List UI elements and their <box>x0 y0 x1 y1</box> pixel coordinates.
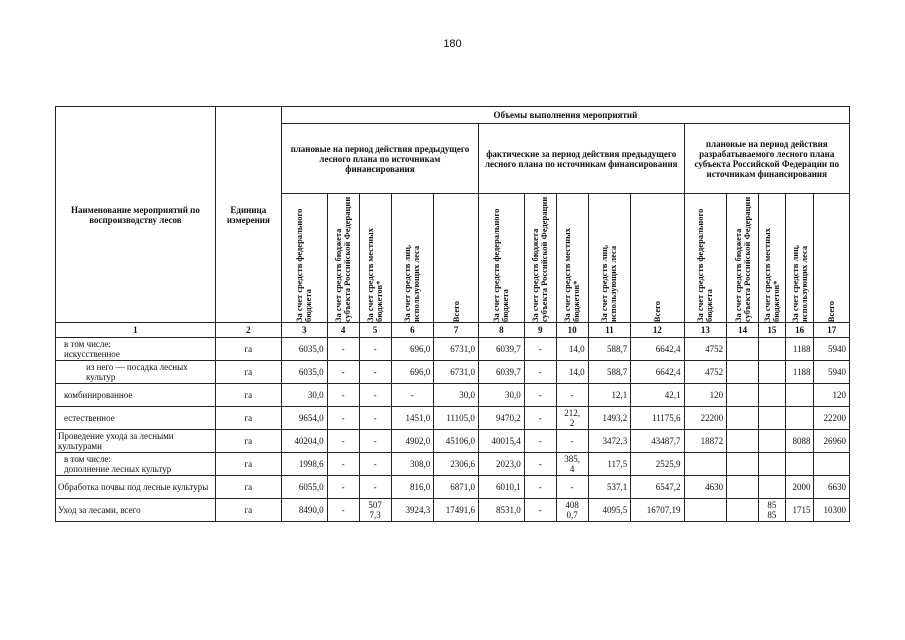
column-number: 10 <box>556 323 588 338</box>
header-group-planned-new: плановые на период действия разрабатываемого лесного плана субъекта Российской Федерации по источникам финансирования <box>684 124 849 194</box>
cell-value: - <box>359 407 391 430</box>
table-row <box>56 338 850 361</box>
cell-value: 6055,0 <box>281 476 327 499</box>
cell-value: - <box>327 476 359 499</box>
cell-value: - <box>524 453 556 476</box>
cell-value: 4902,0 <box>391 430 434 453</box>
column-number: 8 <box>478 323 524 338</box>
cell-value: 696,0 <box>391 338 434 361</box>
cell-value: 42,1 <box>631 384 684 407</box>
header-sub-total: Всего <box>631 194 684 323</box>
table-body <box>56 338 850 522</box>
cell-value: 5940 <box>814 338 850 361</box>
row-name: Обработка почвы под лесные культуры <box>56 476 216 499</box>
cell-value: - <box>556 430 588 453</box>
row-unit: га <box>215 407 281 430</box>
cell-value: 9654,0 <box>281 407 327 430</box>
column-number: 1 <box>56 323 216 338</box>
cell-value: 26960 <box>814 430 850 453</box>
cell-value <box>759 476 786 499</box>
table-row <box>56 430 850 453</box>
cell-value <box>727 407 759 430</box>
cell-value: 14,0 <box>556 338 588 361</box>
column-number: 7 <box>434 323 479 338</box>
header-sub-region: За счет средств бюджета субъекта Российской Федерации <box>727 194 759 323</box>
cell-value: 6547,2 <box>631 476 684 499</box>
column-number: 13 <box>684 323 727 338</box>
cell-value: 1451,0 <box>391 407 434 430</box>
column-number: 9 <box>524 323 556 338</box>
row-name: в том числе: дополнение лесных культур <box>56 453 216 476</box>
cell-value: 1715 <box>785 499 814 522</box>
cell-value: - <box>359 361 391 384</box>
row-name: в том числе: искусственное <box>56 338 216 361</box>
column-number: 17 <box>814 323 850 338</box>
cell-value: - <box>327 384 359 407</box>
column-number: 5 <box>359 323 391 338</box>
cell-value: 1493,2 <box>588 407 631 430</box>
row-name: Проведение ухода за лесными культурами <box>56 430 216 453</box>
cell-value: 3924,3 <box>391 499 434 522</box>
cell-value: 8088 <box>785 430 814 453</box>
cell-value: 40015,4 <box>478 430 524 453</box>
column-number-row <box>56 323 850 338</box>
cell-value: 9470,2 <box>478 407 524 430</box>
cell-value: - <box>524 476 556 499</box>
cell-value: 507 7,3 <box>359 499 391 522</box>
cell-value: - <box>524 384 556 407</box>
column-number: 6 <box>391 323 434 338</box>
cell-value: 45106,0 <box>434 430 479 453</box>
column-number: 16 <box>785 323 814 338</box>
cell-value: 18872 <box>684 430 727 453</box>
header-sub-users: За счет средств лиц, использующих леса <box>391 194 434 323</box>
cell-value <box>727 476 759 499</box>
header-sub-region: За счет средств бюджета субъекта Российской Федерации <box>524 194 556 323</box>
table-row <box>56 384 850 407</box>
cell-value <box>814 453 850 476</box>
cell-value <box>727 499 759 522</box>
cell-value: 588,7 <box>588 361 631 384</box>
cell-value: 4752 <box>684 338 727 361</box>
cell-value: 588,7 <box>588 338 631 361</box>
cell-value: 120 <box>814 384 850 407</box>
cell-value: - <box>327 407 359 430</box>
cell-value: 22200 <box>814 407 850 430</box>
row-name: естественное <box>56 407 216 430</box>
cell-value: - <box>359 384 391 407</box>
cell-value <box>727 453 759 476</box>
cell-value: 212, 2 <box>556 407 588 430</box>
cell-value: 6642,4 <box>631 338 684 361</box>
cell-value: 3472,3 <box>588 430 631 453</box>
row-unit: га <box>215 453 281 476</box>
cell-value: 2023,0 <box>478 453 524 476</box>
column-number: 3 <box>281 323 327 338</box>
cell-value: 4630 <box>684 476 727 499</box>
cell-value <box>759 407 786 430</box>
row-unit: га <box>215 476 281 499</box>
cell-value: - <box>327 361 359 384</box>
cell-value: 537,1 <box>588 476 631 499</box>
cell-value: - <box>556 476 588 499</box>
cell-value: - <box>327 430 359 453</box>
cell-value: 30,0 <box>478 384 524 407</box>
cell-value: - <box>359 430 391 453</box>
cell-value: - <box>524 499 556 522</box>
cell-value: - <box>359 453 391 476</box>
cell-value: 11175,6 <box>631 407 684 430</box>
cell-value: - <box>327 499 359 522</box>
header-sub-local: За счет средств местных бюджетов* <box>359 194 391 323</box>
cell-value: - <box>524 407 556 430</box>
cell-value: 17491,6 <box>434 499 479 522</box>
cell-value <box>785 453 814 476</box>
row-name: комбинированное <box>56 384 216 407</box>
reforestation-table <box>55 106 850 522</box>
row-name: из него — посадка лесных культур <box>56 361 216 384</box>
table-row <box>56 453 850 476</box>
cell-value: - <box>524 430 556 453</box>
cell-value: 1188 <box>785 338 814 361</box>
row-unit: га <box>215 338 281 361</box>
header-group-planned-previous: плановые на период действия предыдущего лесного плана по источникам финансирования <box>281 124 478 194</box>
column-number: 15 <box>759 323 786 338</box>
cell-value: - <box>524 361 556 384</box>
cell-value: 816,0 <box>391 476 434 499</box>
cell-value: 85 85 <box>759 499 786 522</box>
cell-value: - <box>391 384 434 407</box>
cell-value: 6039,7 <box>478 361 524 384</box>
cell-value <box>727 430 759 453</box>
cell-value <box>684 453 727 476</box>
cell-value: 117,5 <box>588 453 631 476</box>
cell-value: 4095,5 <box>588 499 631 522</box>
cell-value: 120 <box>684 384 727 407</box>
cell-value: 14,0 <box>556 361 588 384</box>
cell-value: 10300 <box>814 499 850 522</box>
cell-value: 6039,7 <box>478 338 524 361</box>
column-number: 12 <box>631 323 684 338</box>
column-number: 14 <box>727 323 759 338</box>
cell-value: 2306,6 <box>434 453 479 476</box>
row-unit: га <box>215 430 281 453</box>
cell-value: 11105,0 <box>434 407 479 430</box>
row-name: Уход за лесами, всего <box>56 499 216 522</box>
cell-value <box>759 361 786 384</box>
cell-value: - <box>556 384 588 407</box>
header-sub-local: За счет средств местных бюджетов* <box>556 194 588 323</box>
cell-value: 6731,0 <box>434 361 479 384</box>
table-row <box>56 476 850 499</box>
page-number: 180 <box>443 38 462 50</box>
cell-value <box>759 338 786 361</box>
cell-value <box>727 384 759 407</box>
cell-value: 6035,0 <box>281 338 327 361</box>
cell-value: 2525,9 <box>631 453 684 476</box>
header-group-actual-previous: фактические за период действия предыдущего лесного плана по источникам финансирования <box>478 124 684 194</box>
cell-value: 1188 <box>785 361 814 384</box>
cell-value <box>759 430 786 453</box>
cell-value: 22200 <box>684 407 727 430</box>
cell-value: 6035,0 <box>281 361 327 384</box>
header-sub-federal: За счет средств федерального бюджета <box>478 194 524 323</box>
cell-value: 6642,4 <box>631 361 684 384</box>
cell-value: 6010,1 <box>478 476 524 499</box>
column-number: 4 <box>327 323 359 338</box>
table-row <box>56 407 850 430</box>
header-sub-local: За счет средств местных бюджетов* <box>759 194 786 323</box>
cell-value: 696,0 <box>391 361 434 384</box>
cell-value: 6630 <box>814 476 850 499</box>
cell-value: 6731,0 <box>434 338 479 361</box>
row-unit: га <box>215 361 281 384</box>
table-row <box>56 361 850 384</box>
cell-value: - <box>327 338 359 361</box>
cell-value: 30,0 <box>434 384 479 407</box>
column-number: 2 <box>215 323 281 338</box>
cell-value: - <box>359 338 391 361</box>
cell-value: 40204,0 <box>281 430 327 453</box>
cell-value: 43487,7 <box>631 430 684 453</box>
cell-value: 1998,6 <box>281 453 327 476</box>
cell-value: 8490,0 <box>281 499 327 522</box>
cell-value: - <box>327 453 359 476</box>
row-unit: га <box>215 499 281 522</box>
cell-value <box>727 338 759 361</box>
header-volumes: Объемы выполнения мероприятий <box>281 107 849 124</box>
header-sub-users: За счет средств лиц, использующих леса <box>588 194 631 323</box>
cell-value <box>759 384 786 407</box>
cell-value: 8531,0 <box>478 499 524 522</box>
table-row <box>56 499 850 522</box>
cell-value: 16707,19 <box>631 499 684 522</box>
header-sub-region: За счет средств бюджета субъекта Российской Федерации <box>327 194 359 323</box>
header-sub-total: Всего <box>814 194 850 323</box>
cell-value: 408 0,7 <box>556 499 588 522</box>
cell-value <box>785 407 814 430</box>
cell-value: 2000 <box>785 476 814 499</box>
cell-value <box>727 361 759 384</box>
header-name: Наименование мероприятий по воспроизводству лесов <box>56 107 216 323</box>
cell-value: 5940 <box>814 361 850 384</box>
header-sub-federal: За счет средств федерального бюджета <box>281 194 327 323</box>
cell-value: 4752 <box>684 361 727 384</box>
header-sub-total: Всего <box>434 194 479 323</box>
row-unit: га <box>215 384 281 407</box>
column-number: 11 <box>588 323 631 338</box>
cell-value: 6871,0 <box>434 476 479 499</box>
cell-value: - <box>359 476 391 499</box>
header-sub-users: За счет средств лиц, использующих леса <box>785 194 814 323</box>
header-sub-federal: За счет средств федерального бюджета <box>684 194 727 323</box>
cell-value: 12,1 <box>588 384 631 407</box>
header-unit: Единица измерения <box>215 107 281 323</box>
cell-value <box>684 499 727 522</box>
cell-value <box>785 384 814 407</box>
cell-value: 385, 4 <box>556 453 588 476</box>
cell-value: 308,0 <box>391 453 434 476</box>
cell-value: 30,0 <box>281 384 327 407</box>
cell-value <box>759 453 786 476</box>
cell-value: - <box>524 338 556 361</box>
